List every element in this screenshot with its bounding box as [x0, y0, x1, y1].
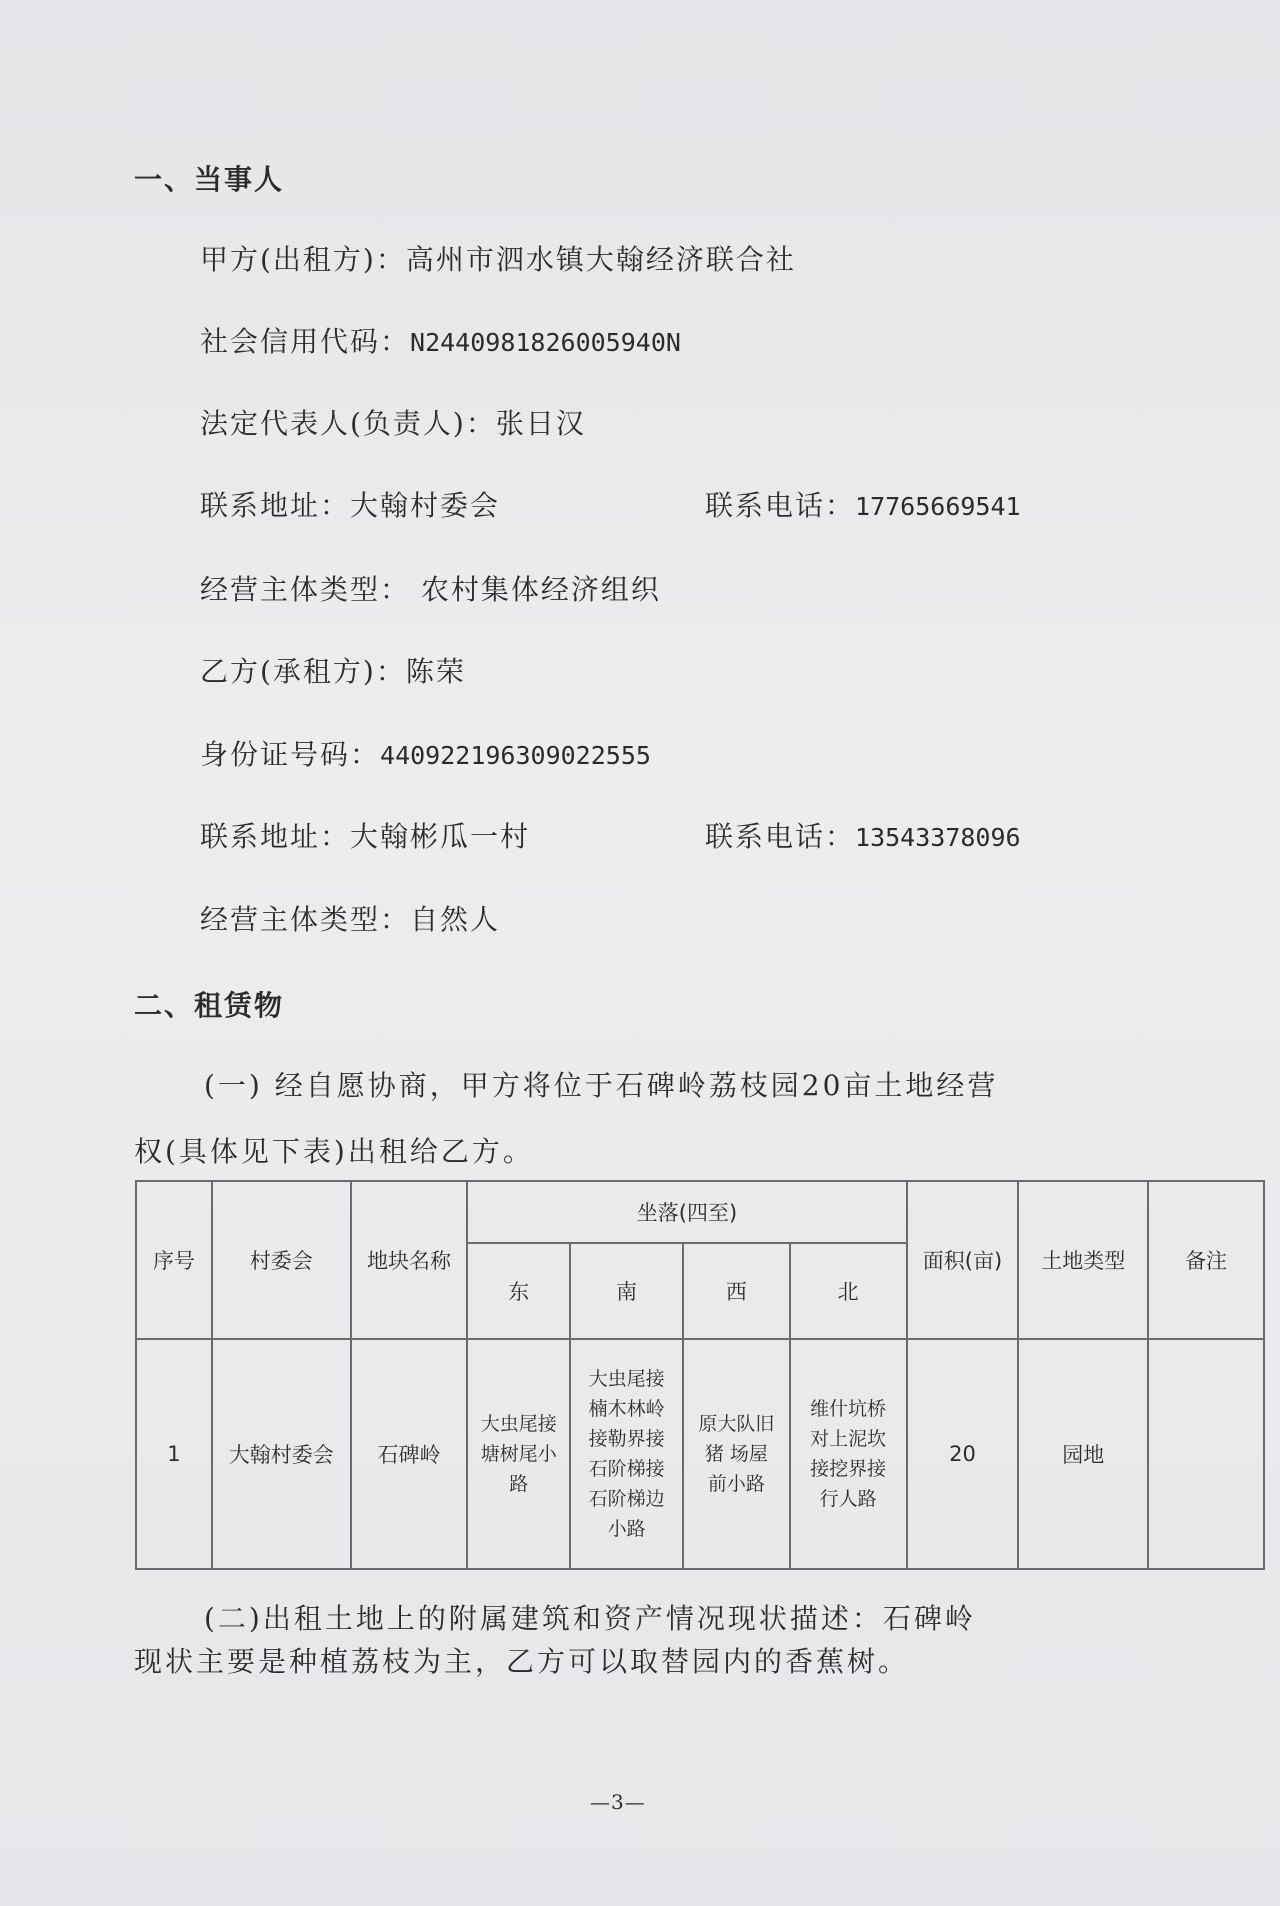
header-area: 面积(亩): [907, 1181, 1019, 1339]
para1-line1: (一) 经自愿协商，甲方将位于石碑岭荔枝园20亩土地经营: [204, 1069, 999, 1102]
cell-east-line: 大虫尾接: [480, 1413, 557, 1435]
party-b-type: 经营主体类型：自然人: [200, 903, 501, 936]
header-west: 西: [683, 1243, 790, 1339]
party-a-phone-line: [705, 484, 1021, 524]
header-remarks: 备注: [1148, 1181, 1264, 1339]
cell-south-line: 小路: [607, 1518, 646, 1540]
id-number-label: 身份证号码：: [200, 738, 381, 771]
cell-plot: 石碑岭: [351, 1339, 468, 1569]
party-b-phone-line: [705, 815, 1021, 855]
para2-line1: (二)出租土地上的附属建筑和资产情况现状描述：石碑岭: [204, 1602, 976, 1635]
cell-north: [790, 1339, 907, 1569]
credit-code-line: [200, 320, 681, 360]
cell-south-line: 接勒界接: [588, 1428, 665, 1450]
party-b-address: 联系地址：大翰彬瓜一村: [200, 820, 531, 853]
cell-south-line: 大虫尾接: [588, 1368, 665, 1390]
credit-code-label: 社会信用代码：: [200, 325, 411, 358]
id-number-value: 440922196309022555: [380, 741, 651, 770]
cell-west-line: 猪 场屋: [704, 1443, 768, 1465]
cell-west: [683, 1339, 790, 1569]
id-number-line: [200, 733, 651, 773]
cell-area: 20: [907, 1339, 1019, 1569]
legal-rep-line: 法定代表人(负责人)：张日汉: [200, 407, 586, 440]
party-a-type: 经营主体类型： 农村集体经济组织: [200, 573, 661, 606]
party-b-line: 乙方(承租方)：陈荣: [200, 655, 466, 688]
cell-south-line: 石阶梯边: [588, 1488, 665, 1510]
cell-west-line: 原大队旧: [698, 1413, 775, 1435]
cell-east-line: 路: [509, 1473, 529, 1495]
land-table: [135, 1180, 1265, 1570]
cell-north-line: 行人路: [819, 1488, 877, 1510]
cell-north-line: 对上泥坎: [810, 1428, 887, 1450]
para1-line2: 权(具体见下表)出租给乙方。: [134, 1135, 534, 1168]
party-a-line: 甲方(出租方)：高州市泗水镇大翰经济联合社: [200, 243, 796, 276]
section-heading-lease: 二、租赁物: [134, 989, 285, 1022]
cell-village: 大翰村委会: [212, 1339, 351, 1569]
header-land-type: 土地类型: [1018, 1181, 1148, 1339]
header-north: 北: [790, 1243, 907, 1339]
party-b-phone-label: 联系电话：: [705, 820, 856, 853]
party-a-phone-value: 17765669541: [855, 492, 1021, 521]
table-row: [136, 1339, 1264, 1569]
party-a-phone-label: 联系电话：: [705, 489, 856, 522]
header-east: 东: [467, 1243, 570, 1339]
section-heading-parties: 一、当事人: [134, 163, 285, 196]
cell-south: [570, 1339, 683, 1569]
cell-remarks: [1148, 1339, 1264, 1569]
cell-east: [467, 1339, 570, 1569]
cell-south-line: 楠木林岭: [588, 1398, 665, 1420]
cell-no: 1: [136, 1339, 212, 1569]
header-south: 南: [570, 1243, 683, 1339]
header-no: 序号: [136, 1181, 212, 1339]
party-a-address: 联系地址：大翰村委会: [200, 489, 501, 522]
cell-west-line: 前小路: [707, 1473, 765, 1495]
header-location: 坐落(四至): [467, 1181, 906, 1243]
party-b-phone-value: 13543378096: [855, 823, 1021, 852]
credit-code-value: N2440981826005940N: [410, 328, 681, 357]
header-plot: 地块名称: [351, 1181, 468, 1339]
cell-south-line: 石阶梯接: [588, 1458, 665, 1480]
cell-land-type: 园地: [1018, 1339, 1148, 1569]
cell-east-line: 塘树尾小: [480, 1443, 557, 1465]
cell-north-line: 维什坑桥: [810, 1398, 887, 1420]
cell-north-line: 接挖界接: [810, 1458, 887, 1480]
table-header-row: [136, 1181, 1264, 1243]
header-village: 村委会: [212, 1181, 351, 1339]
para2-line2: 现状主要是种植荔枝为主，乙方可以取替园内的香蕉树。: [134, 1645, 910, 1678]
page-number: —3—: [590, 1790, 646, 1814]
